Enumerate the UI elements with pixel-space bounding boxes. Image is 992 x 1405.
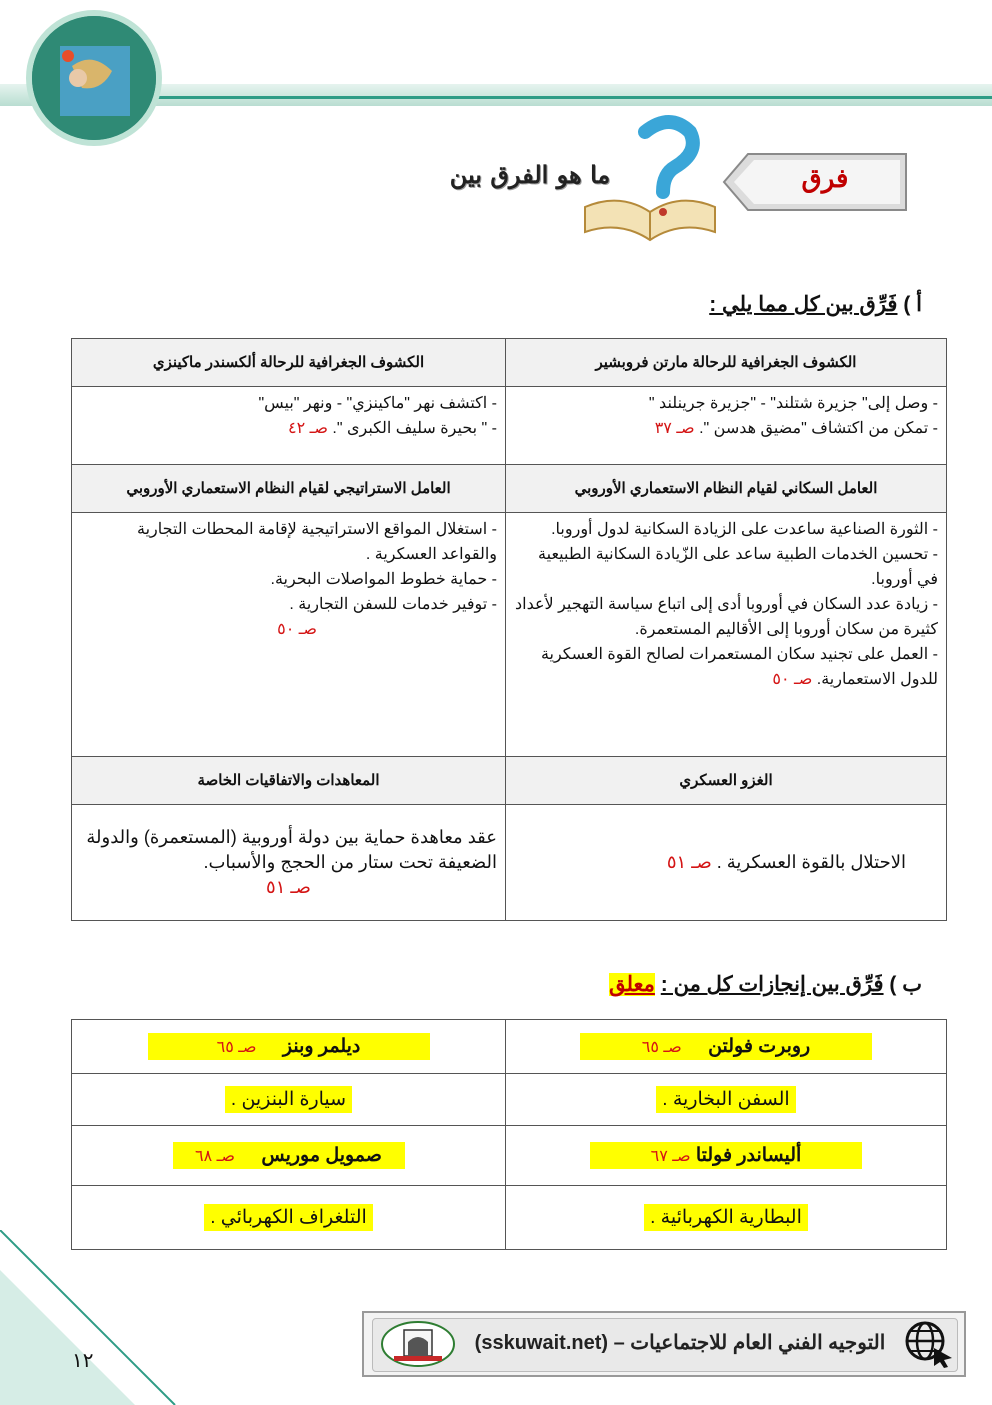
- cell-line: - الثورة الصناعية ساعدت على الزيادة السكانية لدول أوروبا.: [551, 521, 938, 538]
- header-cell: العامل الاستراتيجي لقيام النظام الاستعماري الأوروبي: [72, 465, 506, 513]
- header-cell: الكشوف الجغرافية للرحالة مارتن فروبشير: [506, 339, 947, 387]
- content-cell: [72, 513, 506, 757]
- header-cell: الغزو العسكري: [506, 757, 947, 805]
- content-cell: [72, 387, 506, 465]
- cell-text: - العمل على تجنيد سكان المستعمرات لصالح القوة العسكرية للدول الاستعمارية.: [540, 646, 938, 688]
- cell-text: - " بحيرة سليف الكبرى ".: [332, 420, 497, 437]
- inventor-name: ديلمر وبنز: [282, 1036, 361, 1057]
- section-a-letter: أ ): [903, 293, 922, 316]
- cell-line: - استغلال المواقع الاستراتيجية لإقامة المحطات التجارية والقواعد العسكرية .: [137, 521, 497, 563]
- headline: ما هو الفرق بين: [449, 160, 611, 189]
- page-ref: صـ ٥١: [266, 877, 311, 897]
- page-ref: صـ ٥١: [666, 852, 712, 872]
- cell-line: [80, 416, 497, 441]
- section-a-heading: فَرِّق بين كل مما يلي :: [709, 293, 898, 316]
- highlighted-name: [580, 1033, 872, 1060]
- badge-label: فرق: [801, 163, 849, 193]
- name-cell: [506, 1020, 947, 1074]
- cell-line: - وصل إلى" جزيرة شتلند" - "جزيرة جرينلند ": [648, 395, 938, 412]
- page-ref: صـ ٥٠: [277, 621, 317, 638]
- highlighted-name: [173, 1142, 405, 1169]
- achievement: سيارة البنزين .: [225, 1086, 352, 1113]
- cell-line: - اكتشف نهر "ماكينزي" - ونهر "بيس": [258, 395, 497, 412]
- achievement: التلغراف الكهربائي .: [204, 1204, 373, 1231]
- header-rule: [150, 96, 992, 99]
- cell-line: [514, 416, 938, 441]
- cell-line: [514, 642, 938, 692]
- corner-decoration: [0, 1230, 220, 1405]
- content-cell: [506, 387, 947, 465]
- cell-line: - تحسين الخدمات الطبية ساعد على الزّيادة السكانية الطبيعية في أوروبا.: [538, 546, 938, 588]
- page-ref: صـ ٣٧: [654, 420, 695, 437]
- achievement-cell: [72, 1074, 506, 1126]
- name-cell: [72, 1126, 506, 1186]
- ministry-logo-icon: [380, 1320, 456, 1368]
- achievement: السفن البخارية .: [656, 1086, 795, 1113]
- cell-text: الاحتلال بالقوة العسكرية .: [716, 852, 906, 872]
- achievement-cell: [506, 1074, 947, 1126]
- inventor-name: روبرت فولتن: [708, 1036, 811, 1057]
- page-ref: صـ ٦٨: [195, 1148, 235, 1165]
- inventor-name: صمويل موريس: [261, 1145, 382, 1166]
- name-cell: [506, 1126, 947, 1186]
- page-ref: صـ ٤٢: [288, 420, 328, 437]
- page-ref: صـ ٦٥: [216, 1039, 257, 1056]
- cell-line: عقد معاهدة حماية بين دولة أوروبية (المستعمرة) والدولة الضعيفة تحت ستار من الحجج والأسباب.: [86, 827, 497, 872]
- inventor-name: أليساندر فولتا: [695, 1145, 802, 1166]
- page-number: ١٢: [72, 1350, 94, 1372]
- name-cell: [72, 1020, 506, 1074]
- header-cell: العامل السكاني لقيام النظام الاستعماري الأوروبي: [506, 465, 947, 513]
- content-cell: [506, 805, 947, 921]
- section-a-title: [709, 292, 922, 317]
- cell-text: - تمكن من اكتشاف "مضيق هدسن ".: [699, 420, 938, 437]
- page-ref: صـ ٥٠: [772, 671, 813, 688]
- highlighted-name: [590, 1142, 862, 1169]
- content-cell: [72, 805, 506, 921]
- page-ref: صـ ٦٧: [650, 1148, 691, 1165]
- cell-line: - حماية خطوط المواصلات البحرية.: [270, 571, 497, 588]
- achievements-table-b: [71, 1019, 947, 1250]
- highlighted-name: [148, 1033, 430, 1060]
- web-globe-icon[interactable]: [902, 1318, 956, 1368]
- cell-line: - توفير خدمات للسفن التجارية .: [289, 596, 497, 613]
- section-b-heading: فَرِّق بين إنجازات كل من :: [660, 973, 884, 996]
- cell-line: - زيادة عدد السكان في أوروبا أدى إلى اتباع سياسة التهجير لأعداد كثيرة من سكان أوروبا إلى الأقاليم المستعمرة.: [515, 596, 938, 638]
- header-cell: الكشوف الجغرافية للرحالة ألكسندر ماكينزي: [72, 339, 506, 387]
- section-b-tag: معلق: [609, 973, 655, 996]
- header-cell: المعاهدات والاتفاقيات الخاصة: [72, 757, 506, 805]
- content-cell: [506, 513, 947, 757]
- section-b-title: [609, 972, 922, 997]
- footer-text: التوجيه الفني العام للاجتماعيات – (sskuwait.net): [474, 1332, 886, 1354]
- page-ref: صـ ٦٥: [641, 1039, 682, 1056]
- book-cover-logo: [26, 10, 162, 146]
- comparison-table-a: [71, 338, 947, 921]
- section-b-letter: ب ): [889, 973, 922, 996]
- achievement-cell: [506, 1186, 947, 1250]
- achievement: البطارية الكهربائية .: [644, 1204, 808, 1231]
